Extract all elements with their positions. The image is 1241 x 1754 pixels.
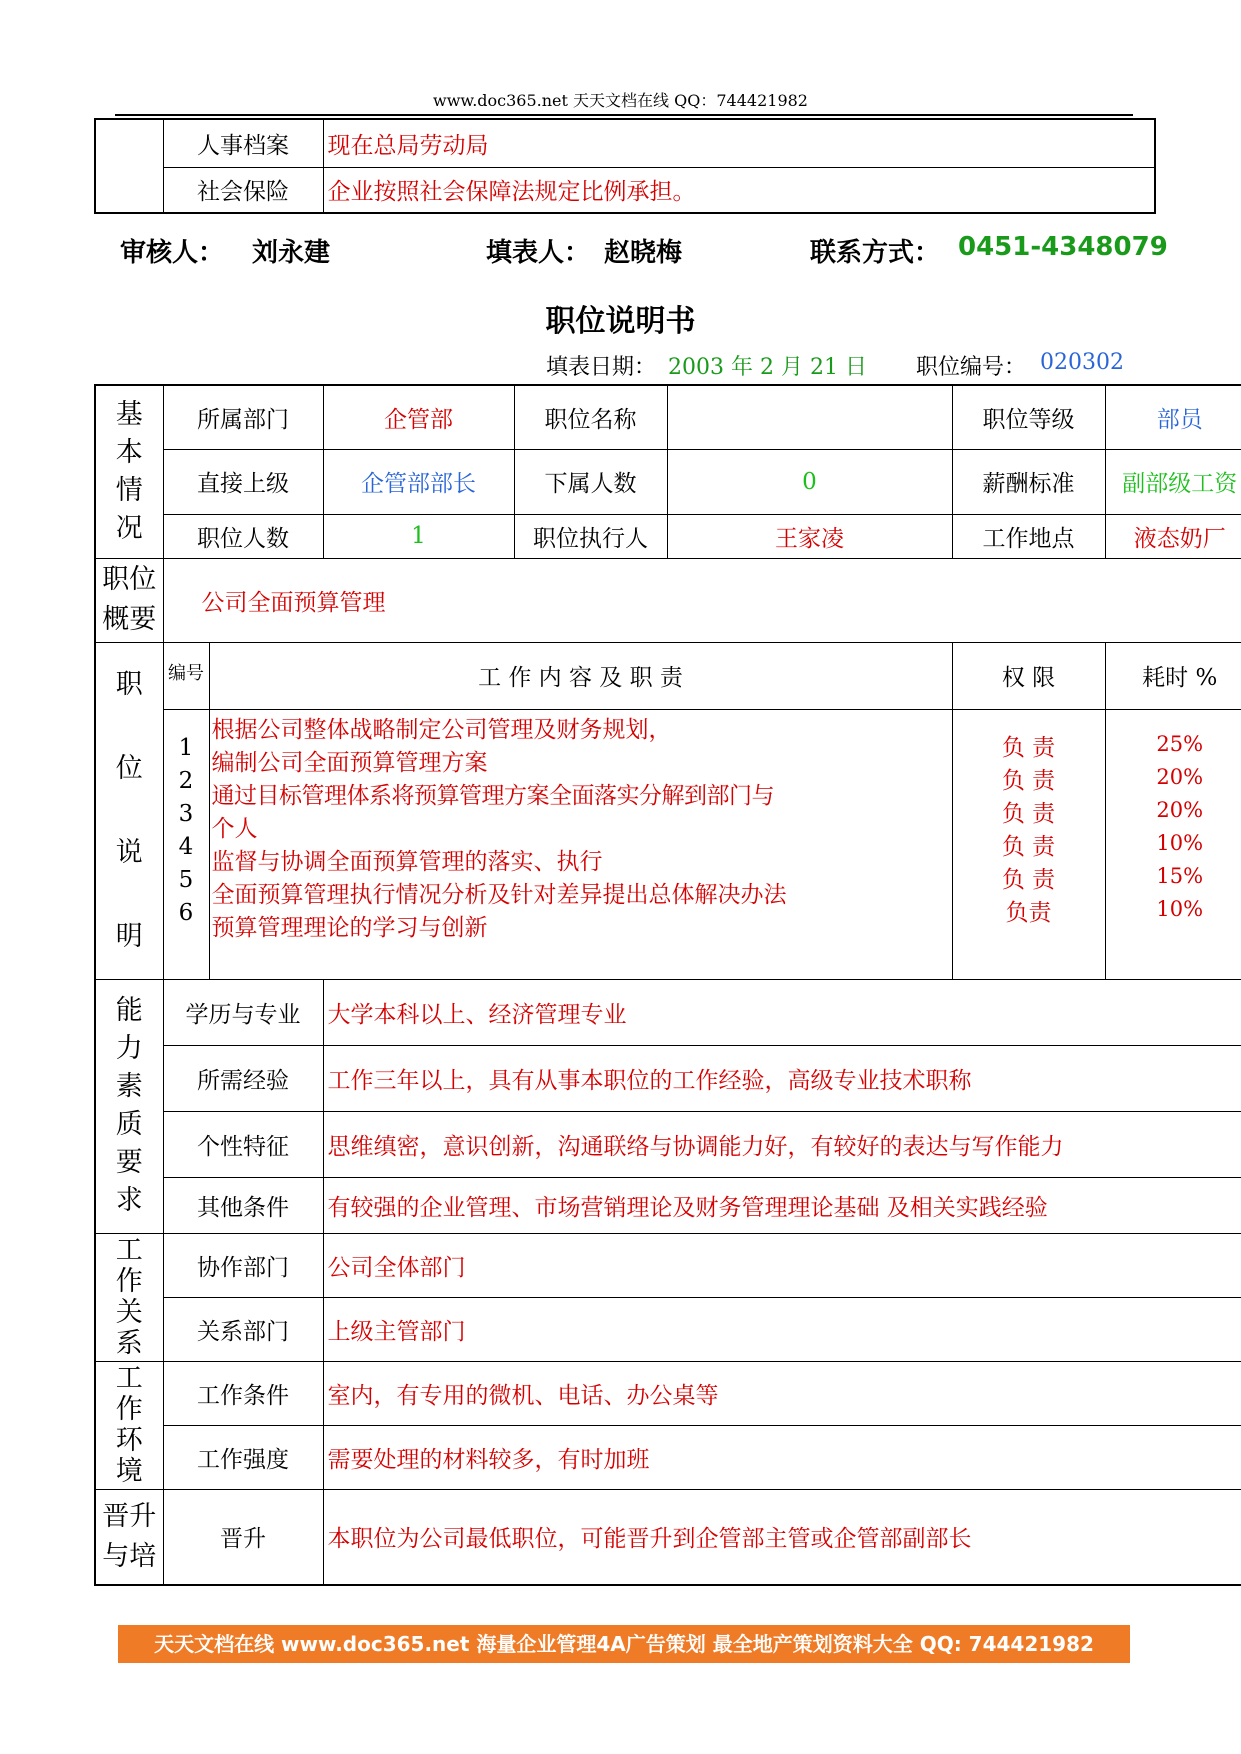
environment-section-label: 工 作 环 境 (95, 1361, 163, 1489)
duty-authority: 负 责 (1001, 834, 1056, 861)
environment-label: 工作强度 (163, 1425, 323, 1489)
executor-label: 职位执行人 (514, 514, 667, 558)
environment-label: 工作条件 (163, 1361, 323, 1425)
ability-value: 有较强的企业管理、市场营销理论及财务管理理论基础 及相关实践经验 (323, 1177, 1241, 1233)
date-label: 填表日期： (546, 355, 657, 380)
superior-value: 企管部部长 (323, 449, 514, 514)
top-row-value: 现在总局劳动局 (323, 119, 1155, 167)
duty-line: 编制公司全面预算管理方案 (211, 750, 488, 777)
duties-section-label: 职 位 说 明 (95, 642, 163, 979)
code-label: 职位编号： (916, 355, 1027, 380)
superior-label: 直接上级 (163, 449, 323, 514)
relation-label: 协作部门 (163, 1233, 323, 1297)
ability-label: 其他条件 (163, 1177, 323, 1233)
duty-numbers (163, 710, 209, 979)
ability-value: 思维缜密，意识创新，沟通联络与协调能力好，有较好的表达与写作能力 (323, 1111, 1241, 1177)
duty-time: 10% (1156, 897, 1204, 922)
duty-times (1105, 710, 1241, 979)
title-value (667, 385, 952, 449)
duty-line: 通过目标管理体系将预算管理方案全面落实分解到部门与 (211, 783, 774, 810)
duty-content (209, 710, 952, 979)
duty-line: 监督与协调全面预算管理的落实、执行 (211, 849, 603, 876)
duty-authority: 负 责 (1001, 867, 1056, 894)
salary-value: 副部级工资 (1105, 449, 1241, 514)
environment-value: 需要处理的材料较多，有时加班 (323, 1425, 1241, 1489)
page-title: 职位说明书 (545, 304, 696, 339)
salary-label: 薪酬标准 (952, 449, 1105, 514)
duty-time: 20% (1156, 765, 1204, 790)
summary-section-label: 职位 概要 (95, 558, 163, 642)
date-value: 2003 年 2 月 21 日 (668, 355, 867, 380)
duty-line: 根据公司整体战略制定公司管理及财务规划， (211, 717, 672, 744)
subordinates-value: 0 (667, 449, 952, 514)
duty-number: 6 (178, 900, 194, 927)
filler-name: 赵晓梅 (604, 238, 683, 268)
basic-section-label: 基 本 情 况 (95, 385, 163, 558)
filler-label: 填表人： (486, 238, 591, 268)
contact-label: 联系方式： (810, 238, 941, 268)
reviewer-name: 刘永建 (252, 238, 331, 268)
position-description-table (94, 384, 1241, 1586)
col-number-header: 编号 (163, 642, 209, 710)
duty-authority: 负 责 (1001, 768, 1056, 795)
grade-label: 职位等级 (952, 385, 1105, 449)
ability-value: 大学本科以上、经济管理专业 (323, 979, 1241, 1045)
location-label: 工作地点 (952, 514, 1105, 558)
duty-number: 3 (178, 801, 194, 828)
duty-line: 预算管理理论的学习与创新 (211, 915, 488, 942)
top-table (94, 118, 1156, 214)
duty-line: 全面预算管理执行情况分析及针对差异提出总体解决办法 (211, 882, 787, 909)
col-authority-header: 权 限 (952, 642, 1105, 710)
footer-banner: 天天文档在线 www.doc365.net 海量企业管理4A广告策划 最全地产策划资料大全 QQ: 744421982 (118, 1625, 1130, 1663)
ability-label: 个性特征 (163, 1111, 323, 1177)
code-value: 020302 (1040, 350, 1124, 375)
ability-value: 工作三年以上，具有从事本职位的工作经验，高级专业技术职称 (323, 1045, 1241, 1111)
ability-label: 所需经验 (163, 1045, 323, 1111)
ability-section-label: 能 力 素 质 要 求 (95, 979, 163, 1233)
top-table-blank-cell (95, 119, 163, 213)
duty-authorities (952, 710, 1105, 979)
dept-label: 所属部门 (163, 385, 323, 449)
reviewer-label: 审核人： (120, 238, 225, 268)
promotion-section-label: 晋升 与培 (95, 1489, 163, 1585)
col-content-header: 工 作 内 容 及 职 责 (209, 642, 952, 710)
title-label: 职位名称 (514, 385, 667, 449)
duty-number: 5 (178, 867, 194, 894)
top-row-label: 社会保险 (163, 167, 323, 213)
dept-value: 企管部 (323, 385, 514, 449)
header-divider (115, 114, 1133, 116)
promotion-label: 晋升 (163, 1489, 323, 1585)
grade-value: 部员 (1105, 385, 1241, 449)
duty-time: 25% (1156, 732, 1204, 757)
relation-value: 上级主管部门 (323, 1297, 1241, 1361)
duty-authority: 负 责 (1001, 735, 1056, 762)
location-value: 液态奶厂 (1105, 514, 1241, 558)
relation-label: 关系部门 (163, 1297, 323, 1361)
duty-number: 1 (178, 735, 194, 762)
duty-time: 20% (1156, 798, 1204, 823)
duty-number: 2 (178, 768, 194, 795)
duty-time: 10% (1156, 831, 1204, 856)
duty-time: 15% (1156, 864, 1204, 889)
headcount-label: 职位人数 (163, 514, 323, 558)
environment-value: 室内，有专用的微机、电话、办公桌等 (323, 1361, 1241, 1425)
ability-label: 学历与专业 (163, 979, 323, 1045)
duty-authority: 负 责 (1001, 801, 1056, 828)
headcount-value: 1 (323, 514, 514, 558)
subordinates-label: 下属人数 (514, 449, 667, 514)
duty-authority: 负责 (1005, 900, 1052, 927)
promotion-value: 本职位为公司最低职位，可能晋升到企管部主管或企管部副部长 (323, 1489, 1241, 1585)
site-header: www.doc365.net 天天文档在线 QQ：744421982 (433, 91, 808, 110)
relations-section-label: 工 作 关 系 (95, 1233, 163, 1361)
col-time-header: 耗时 % (1105, 642, 1241, 710)
top-row-value: 企业按照社会保障法规定比例承担。 (323, 167, 1155, 213)
duty-number: 4 (178, 834, 194, 861)
top-row-label: 人事档案 (163, 119, 323, 167)
relation-value: 公司全体部门 (323, 1233, 1241, 1297)
executor-value: 王家凌 (667, 514, 952, 558)
duty-line: 个人 (211, 816, 258, 843)
contact-phone: 0451-4348079 (958, 232, 1168, 262)
summary-value: 公司全面预算管理 (163, 558, 1241, 642)
